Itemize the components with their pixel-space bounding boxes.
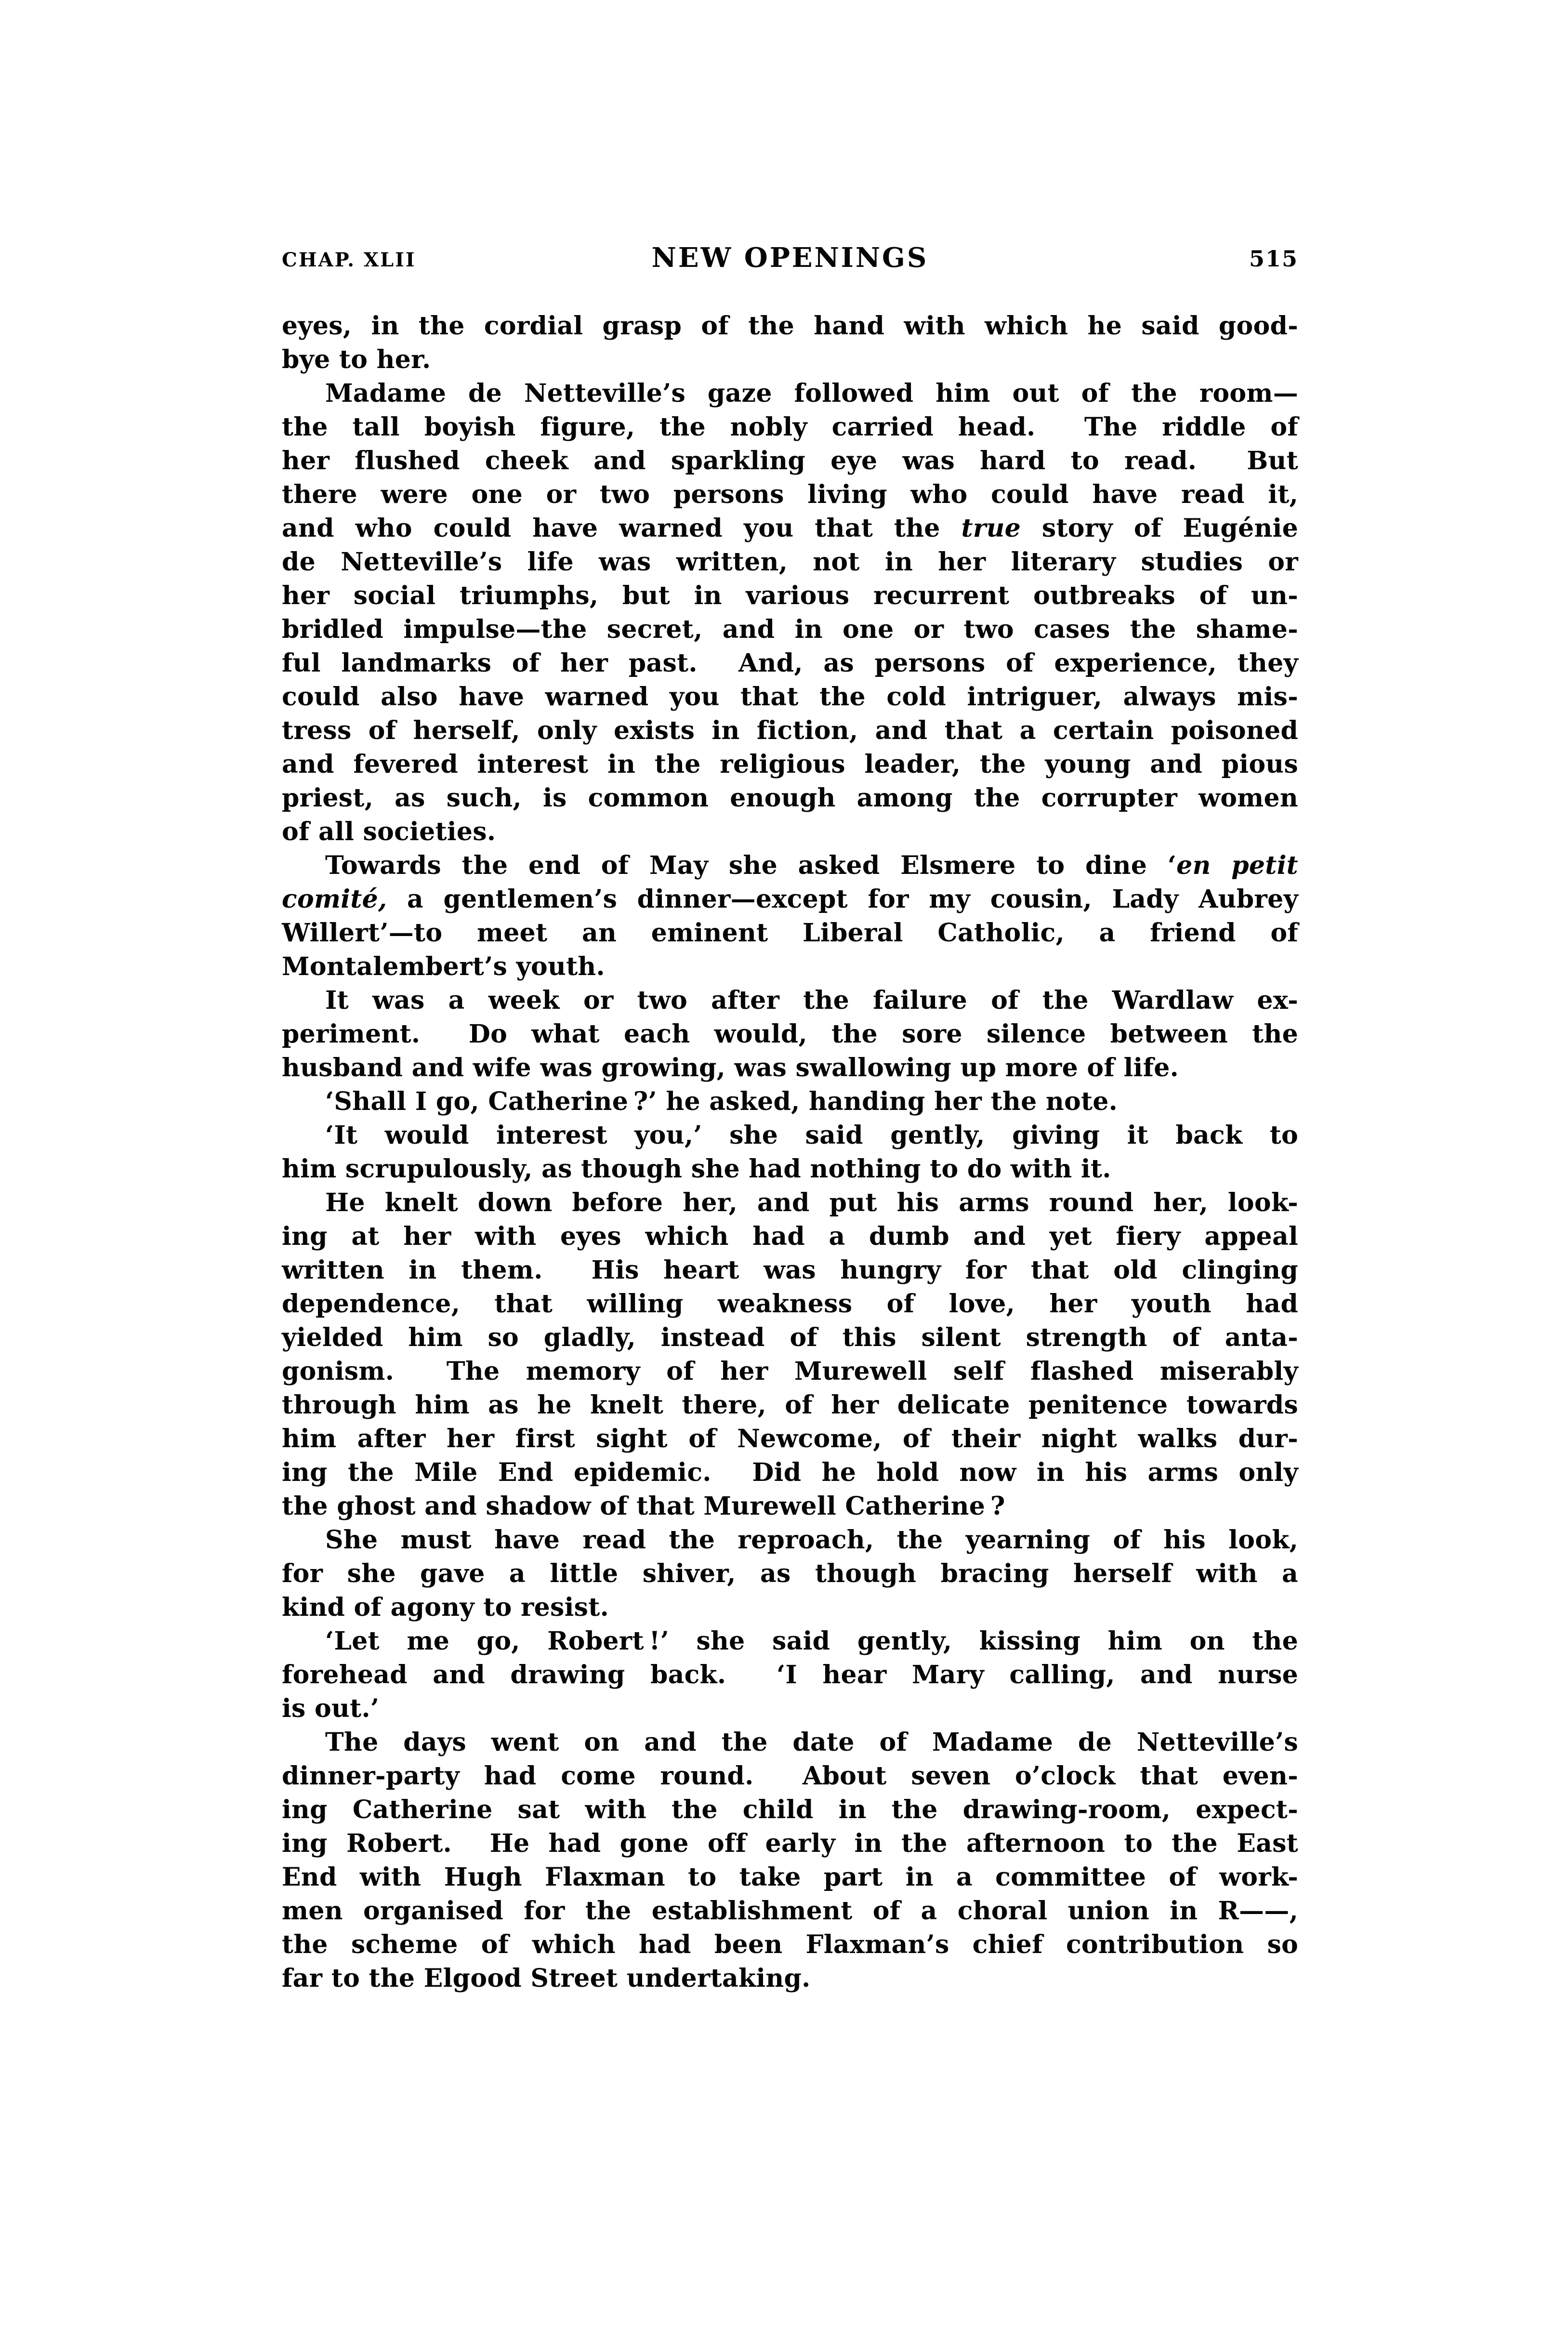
text-line: her social triumphs, but in various recurrent outbreaks of un- — [282, 581, 1298, 610]
text-line: yielded him so gladly, instead of this silent strength of anta- — [282, 1323, 1298, 1352]
text-line: The days went on and the date of Madame de Netteville’s — [325, 1728, 1298, 1757]
text-line: of all societies. — [282, 817, 496, 846]
text-line: and fevered interest in the religious leader, the young and pious — [282, 750, 1298, 779]
text-line: periment. Do what each would, the sore silence between the — [282, 1019, 1298, 1049]
text-line: dependence, that willing weakness of love, her youth had — [282, 1289, 1298, 1319]
text-line: forehead and drawing back. ‘I hear Mary calling, and nurse — [282, 1660, 1298, 1690]
text-line: bye to her. — [282, 345, 431, 374]
text-line: the ghost and shadow of that Murewell Catherine ? — [282, 1492, 1005, 1521]
text-line: Towards the end of May she asked Elsmere to dine ‘en petit — [325, 851, 1298, 880]
text-line: bridled impulse—the secret, and in one or two cases the shame- — [282, 615, 1298, 644]
text-line: It was a week or two after the failure of the Wardlaw ex- — [325, 986, 1298, 1015]
text-line: kind of agony to resist. — [282, 1593, 609, 1622]
text-line: Madame de Netteville’s gaze followed him out of the room— — [325, 379, 1298, 408]
text-line: ing Robert. He had gone off early in the afternoon to the East — [282, 1829, 1298, 1858]
text-line: ful landmarks of her past. And, as persons of experience, they — [282, 648, 1298, 678]
text-line: there were one or two persons living who could have read it, — [282, 480, 1298, 509]
text-line: is out.’ — [282, 1694, 380, 1723]
text-line: He knelt down before her, and put his arms round her, look- — [325, 1188, 1298, 1217]
text-line: tress of herself, only exists in fiction, and that a certain poisoned — [282, 716, 1298, 745]
text-line: Montalembert’s youth. — [282, 952, 605, 981]
text-line: her flushed cheek and sparkling eye was hard to read. But — [282, 446, 1298, 475]
text-line: him scrupulously, as though she had nothing to do with it. — [282, 1154, 1111, 1184]
italic-text: comité, — [282, 885, 387, 914]
text-line: the scheme of which had been Flaxman’s chief contribution so — [282, 1930, 1298, 1959]
text-line: husband and wife was growing, was swallowing up more of life. — [282, 1053, 1179, 1083]
page-header — [282, 241, 1298, 279]
text-line: ing Catherine sat with the child in the drawing-room, expect- — [282, 1795, 1298, 1824]
text-line: ing the Mile End epidemic. Did he hold now in his arms only — [282, 1458, 1298, 1487]
text-line: Willert’—to meet an eminent Liberal Catholic, a friend of — [282, 918, 1298, 948]
text-line: ‘Let me go, Robert !’ she said gently, kissing him on the — [325, 1626, 1298, 1656]
running-title: NEW OPENINGS — [651, 242, 929, 274]
text-line: ing at her with eyes which had a dumb and yet fiery appeal — [282, 1222, 1298, 1251]
text-line: priest, as such, is common enough among the corrupter women — [282, 783, 1298, 813]
text-line: dinner-party had come round. About seven o’clock that even- — [282, 1761, 1298, 1791]
text-line: far to the Elgood Street undertaking. — [282, 1964, 811, 1993]
text-line: could also have warned you that the cold intriguer, always mis- — [282, 682, 1298, 712]
text-line: and who could have warned you that the true story of Eugénie — [282, 514, 1298, 543]
text-line: the tall boyish figure, the nobly carried head. The riddle of — [282, 412, 1298, 442]
text-line: for she gave a little shiver, as though bracing herself with a — [282, 1559, 1298, 1588]
italic-text: true — [961, 514, 1021, 543]
text-line: gonism. The memory of her Murewell self flashed miserably — [282, 1357, 1298, 1386]
text-line: ‘It would interest you,’ she said gently, giving it back to — [325, 1121, 1298, 1150]
body-text — [282, 309, 1298, 1995]
text-line: She must have read the reproach, the yearning of his look, — [325, 1525, 1298, 1555]
text-line: written in them. His heart was hungry for that old clinging — [282, 1255, 1298, 1285]
text-line: through him as he knelt there, of her delicate penitence towards — [282, 1390, 1298, 1420]
chapter-label: CHAP. XLII — [282, 249, 416, 271]
italic-text: en petit — [1176, 851, 1298, 880]
text-line: men organised for the establishment of a choral union in R——, — [282, 1896, 1298, 1926]
text-line: eyes, in the cordial grasp of the hand with which he said good- — [282, 311, 1298, 341]
text-line: ‘Shall I go, Catherine ?’ he asked, handing her the note. — [325, 1087, 1118, 1116]
text-line: him after her first sight of Newcome, of their night walks dur- — [282, 1424, 1298, 1453]
text-line: de Netteville’s life was written, not in her literary studies or — [282, 547, 1298, 577]
text-line: End with Hugh Flaxman to take part in a committee of work- — [282, 1862, 1298, 1892]
page-number: 515 — [1249, 246, 1298, 272]
text-line: comité, a gentlemen’s dinner—except for my cousin, Lady Aubrey — [282, 885, 1298, 914]
